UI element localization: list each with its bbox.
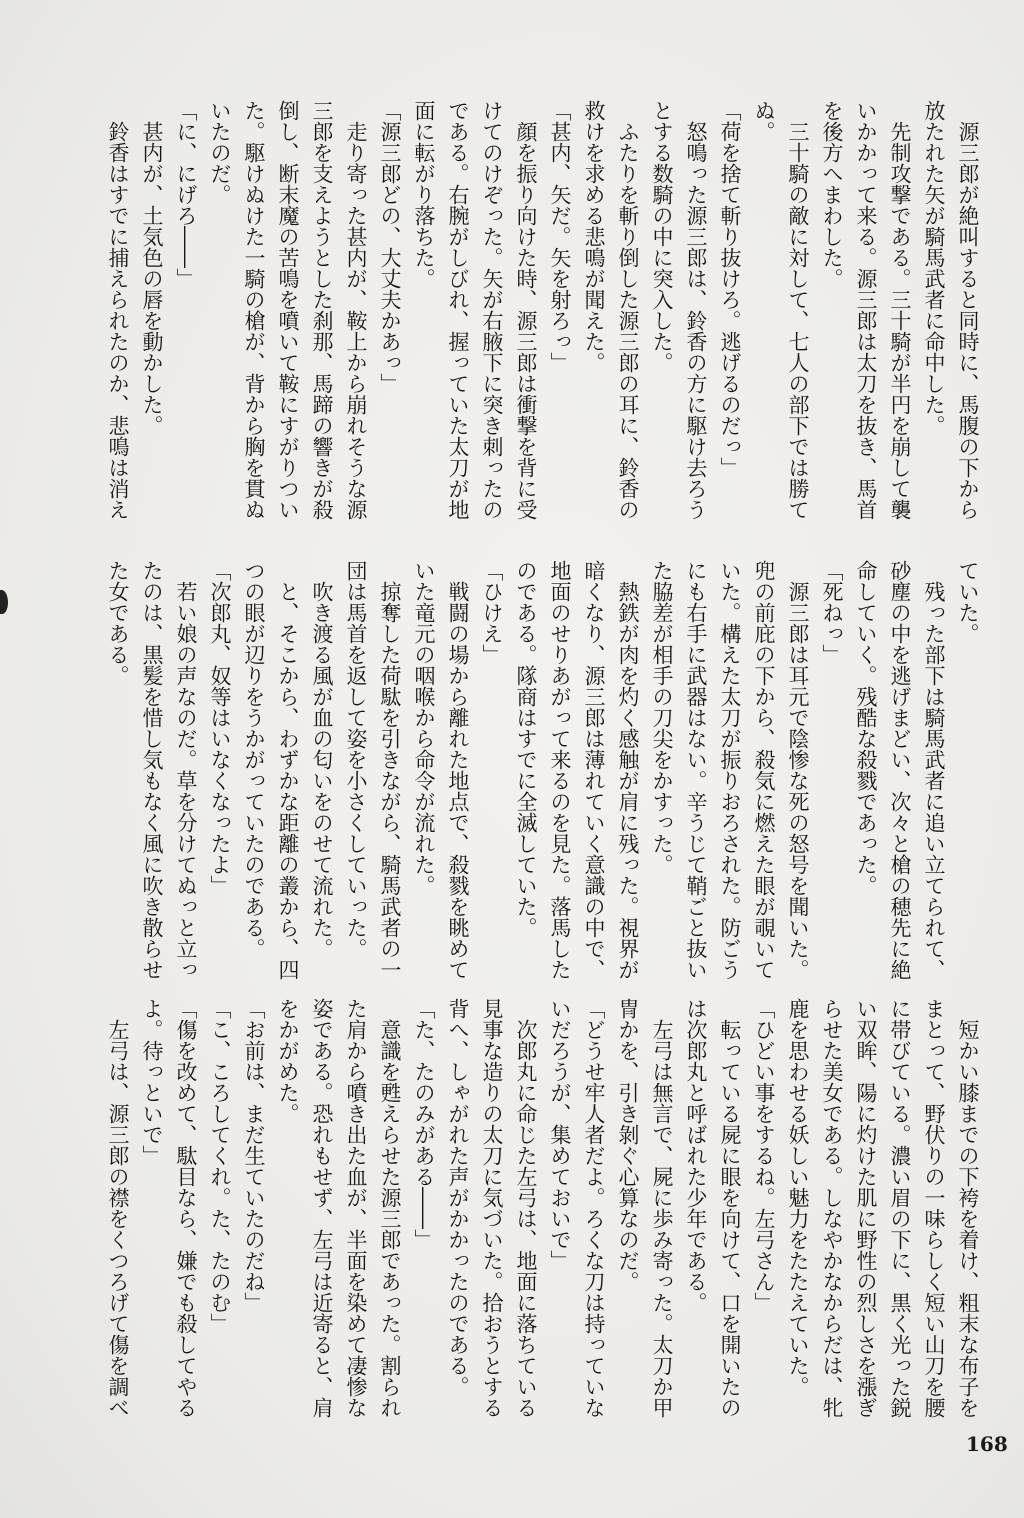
text-column: 「お前は、まだ生ていたのだね」 bbox=[242, 998, 266, 1313]
text-column: けてのけぞった。矢が右腋下に突き刺ったの bbox=[480, 100, 504, 520]
text-column: 団は馬首を返して姿を小さくしていった。 bbox=[344, 560, 368, 959]
text-column: よ。待っといで」 bbox=[140, 998, 164, 1166]
text-column: いた。構えた太刀が振りおろされた。防ごう bbox=[718, 560, 742, 980]
text-column: 「ひどい事をするね。左弓さん」 bbox=[752, 998, 776, 1313]
text-column: 熱鉄が肉を灼く感触が肩に残った。視界が bbox=[616, 560, 640, 980]
text-column: い双眸、陽に灼けた肌に野性の烈しさを漲ぎ bbox=[854, 998, 878, 1418]
text-column: 「傷を改めて、駄目なら、嫌でも殺してやる bbox=[174, 998, 198, 1418]
text-column: 「源三郎どの、大丈夫かあっ」 bbox=[378, 100, 402, 394]
text-column: は次郎丸と呼ばれた少年である。 bbox=[684, 998, 708, 1313]
text-column: 暗くなり、源三郎は薄れていく意識の中で、 bbox=[582, 560, 606, 980]
text-column: 先制攻撃である。三十騎が半円を崩して襲 bbox=[888, 100, 912, 520]
text-column: ふたりを斬り倒した源三郎の耳に、鈴香の bbox=[616, 100, 640, 520]
text-column: である。右腕がしびれ、握っていた太刀が地 bbox=[446, 100, 470, 520]
text-column: 吹き渡る風が血の匂いをのせて流れた。 bbox=[310, 560, 334, 959]
text-column: 「に、にげろ――」 bbox=[174, 100, 198, 289]
text-column: 「死ねっ」 bbox=[820, 560, 844, 665]
text-column: 意識を甦えらせた源三郎であった。割られ bbox=[378, 998, 402, 1418]
text-column: 冑かを、引き剝ぐ心算なのだ。 bbox=[616, 998, 640, 1292]
text-column: た女である。 bbox=[106, 560, 130, 686]
text-column: 「ひけえ」 bbox=[480, 560, 504, 665]
text-column: 救けを求める悲鳴が聞えた。 bbox=[582, 100, 606, 373]
text-column: いかかって来る。源三郎は太刀を抜き、馬首 bbox=[854, 100, 878, 520]
text-column: 走り寄った甚内が、鞍上から崩れそうな源 bbox=[344, 100, 368, 520]
text-column: と、そこから、わずかな距離の叢から、四 bbox=[276, 560, 300, 980]
text-column: 源三郎は耳元で陰惨な死の怒号を聞いた。 bbox=[786, 560, 810, 980]
text-column: 「どうせ牢人者だよ。ろくな刀は持っていな bbox=[582, 998, 606, 1418]
text-band-middle bbox=[100, 560, 985, 980]
text-column: ぬ。 bbox=[752, 100, 776, 142]
text-column: 甚内が、土気色の唇を動かした。 bbox=[140, 100, 164, 436]
text-column: 「こ、ころしてくれ。た、たのむ」 bbox=[208, 998, 232, 1334]
text-column: 見事な造りの太刀に気づいた。拾おうとする bbox=[480, 998, 504, 1418]
text-column: 鈴香はすでに捕えられたのか、悲鳴は消え bbox=[106, 100, 130, 520]
text-column: 面に転がり落ちた。 bbox=[412, 100, 436, 289]
text-column: 兜の前庇の下から、殺気に燃えた眼が覗いて bbox=[752, 560, 776, 980]
text-column: とする数騎の中に突入した。 bbox=[650, 100, 674, 373]
text-column: を後方へまわした。 bbox=[820, 100, 844, 289]
text-column: のである。隊商はすでに全滅していた。 bbox=[514, 560, 538, 938]
text-column: いたのだ。 bbox=[208, 100, 232, 205]
page-number: 168 bbox=[966, 1432, 1008, 1456]
text-column: に帯びている。濃い眉の下に、黒く光った鋭 bbox=[888, 998, 912, 1418]
text-column: 砂塵の中を逃げまどい、次々と槍の穂先に絶 bbox=[888, 560, 912, 980]
text-column: つの眼が辺りをうかがっていたのである。 bbox=[242, 560, 266, 959]
text-column: 「た、たのみがある――」 bbox=[412, 998, 436, 1250]
text-column: 若い娘の声なのだ。草を分けてぬっと立っ bbox=[174, 560, 198, 980]
text-column: いだろうが、集めておいで」 bbox=[548, 998, 572, 1271]
text-column: らせた美女である。しなやかなからだは、牝 bbox=[820, 998, 844, 1418]
text-column: 残った部下は騎馬武者に追い立てられて、 bbox=[922, 560, 946, 980]
text-column: 左弓は無言で、屍に歩み寄った。太刀か甲 bbox=[650, 998, 674, 1418]
text-column: 命していく。残酷な殺戮であった。 bbox=[854, 560, 878, 896]
text-column: まとって、野伏りの一味らしく短い山刀を腰 bbox=[922, 998, 946, 1418]
text-column: 短かい膝までの下袴を着け、粗末な布子を bbox=[956, 998, 980, 1418]
text-column: 放たれた矢が騎馬武者に命中した。 bbox=[922, 100, 946, 436]
text-column: 三郎を支えようとした刹那、馬蹄の響きが殺 bbox=[310, 100, 334, 520]
text-column: 「次郎丸、奴等はいなくなったよ」 bbox=[208, 560, 232, 896]
text-column: 源三郎が絶叫すると同時に、馬腹の下から bbox=[956, 100, 980, 520]
text-band-top bbox=[100, 100, 985, 520]
text-column: 背へ、しゃがれた声がかかったのである。 bbox=[446, 998, 470, 1397]
text-column: 掠奪した荷駄を引きながら、騎馬武者の一 bbox=[378, 560, 402, 980]
text-column: た肩から噴き出た血が、半面を染めて凄惨な bbox=[344, 998, 368, 1418]
text-column: 倒し、断末魔の苦鳴を噴いて鞍にすがりつい bbox=[276, 100, 300, 520]
text-column: 姿である。恐れもせず、左弓は近寄ると、肩 bbox=[310, 998, 334, 1418]
text-column: 「荷を捨て斬り抜けろ。逃げるのだっ」 bbox=[718, 100, 742, 478]
text-column: 顔を振り向けた時、源三郎は衝撃を背に受 bbox=[514, 100, 538, 520]
text-column: 次郎丸に命じた左弓は、地面に落ちている bbox=[514, 998, 538, 1418]
text-column: 戦闘の場から離れた地点で、殺戮を眺めて bbox=[446, 560, 470, 980]
text-column: いた竜元の咽喉から命令が流れた。 bbox=[412, 560, 436, 896]
text-column: たのは、黒髪を惜し気もなく風に吹き散らせ bbox=[140, 560, 164, 980]
text-column: にも右手に武器はない。辛うじて鞘ごと抜い bbox=[684, 560, 708, 980]
text-column: 左弓は、源三郎の襟をくつろげて傷を調べ bbox=[106, 998, 130, 1418]
scan-blemish bbox=[0, 590, 8, 614]
text-column: た。駆けぬけた一騎の槍が、背から胸を貫ぬ bbox=[242, 100, 266, 520]
text-column: 「甚内、矢だ。矢を射ろっ」 bbox=[548, 100, 572, 373]
text-column: た脇差が相手の刀尖をかすった。 bbox=[650, 560, 674, 875]
text-band-bottom bbox=[100, 998, 985, 1418]
text-column: ていた。 bbox=[956, 560, 980, 644]
text-column: 三十騎の敵に対して、七人の部下では勝て bbox=[786, 100, 810, 520]
text-column: 地面のせりあがって来るのを見た。落馬した bbox=[548, 560, 572, 980]
text-column: 転っている屍に眼を向けて、口を開いたの bbox=[718, 998, 742, 1418]
text-column: をかがめた。 bbox=[276, 998, 300, 1124]
text-column: 鹿を思わせる妖しい魅力をたたえていた。 bbox=[786, 998, 810, 1397]
text-column: 怒鳴った源三郎は、鈴香の方に駆け去ろう bbox=[684, 100, 708, 520]
